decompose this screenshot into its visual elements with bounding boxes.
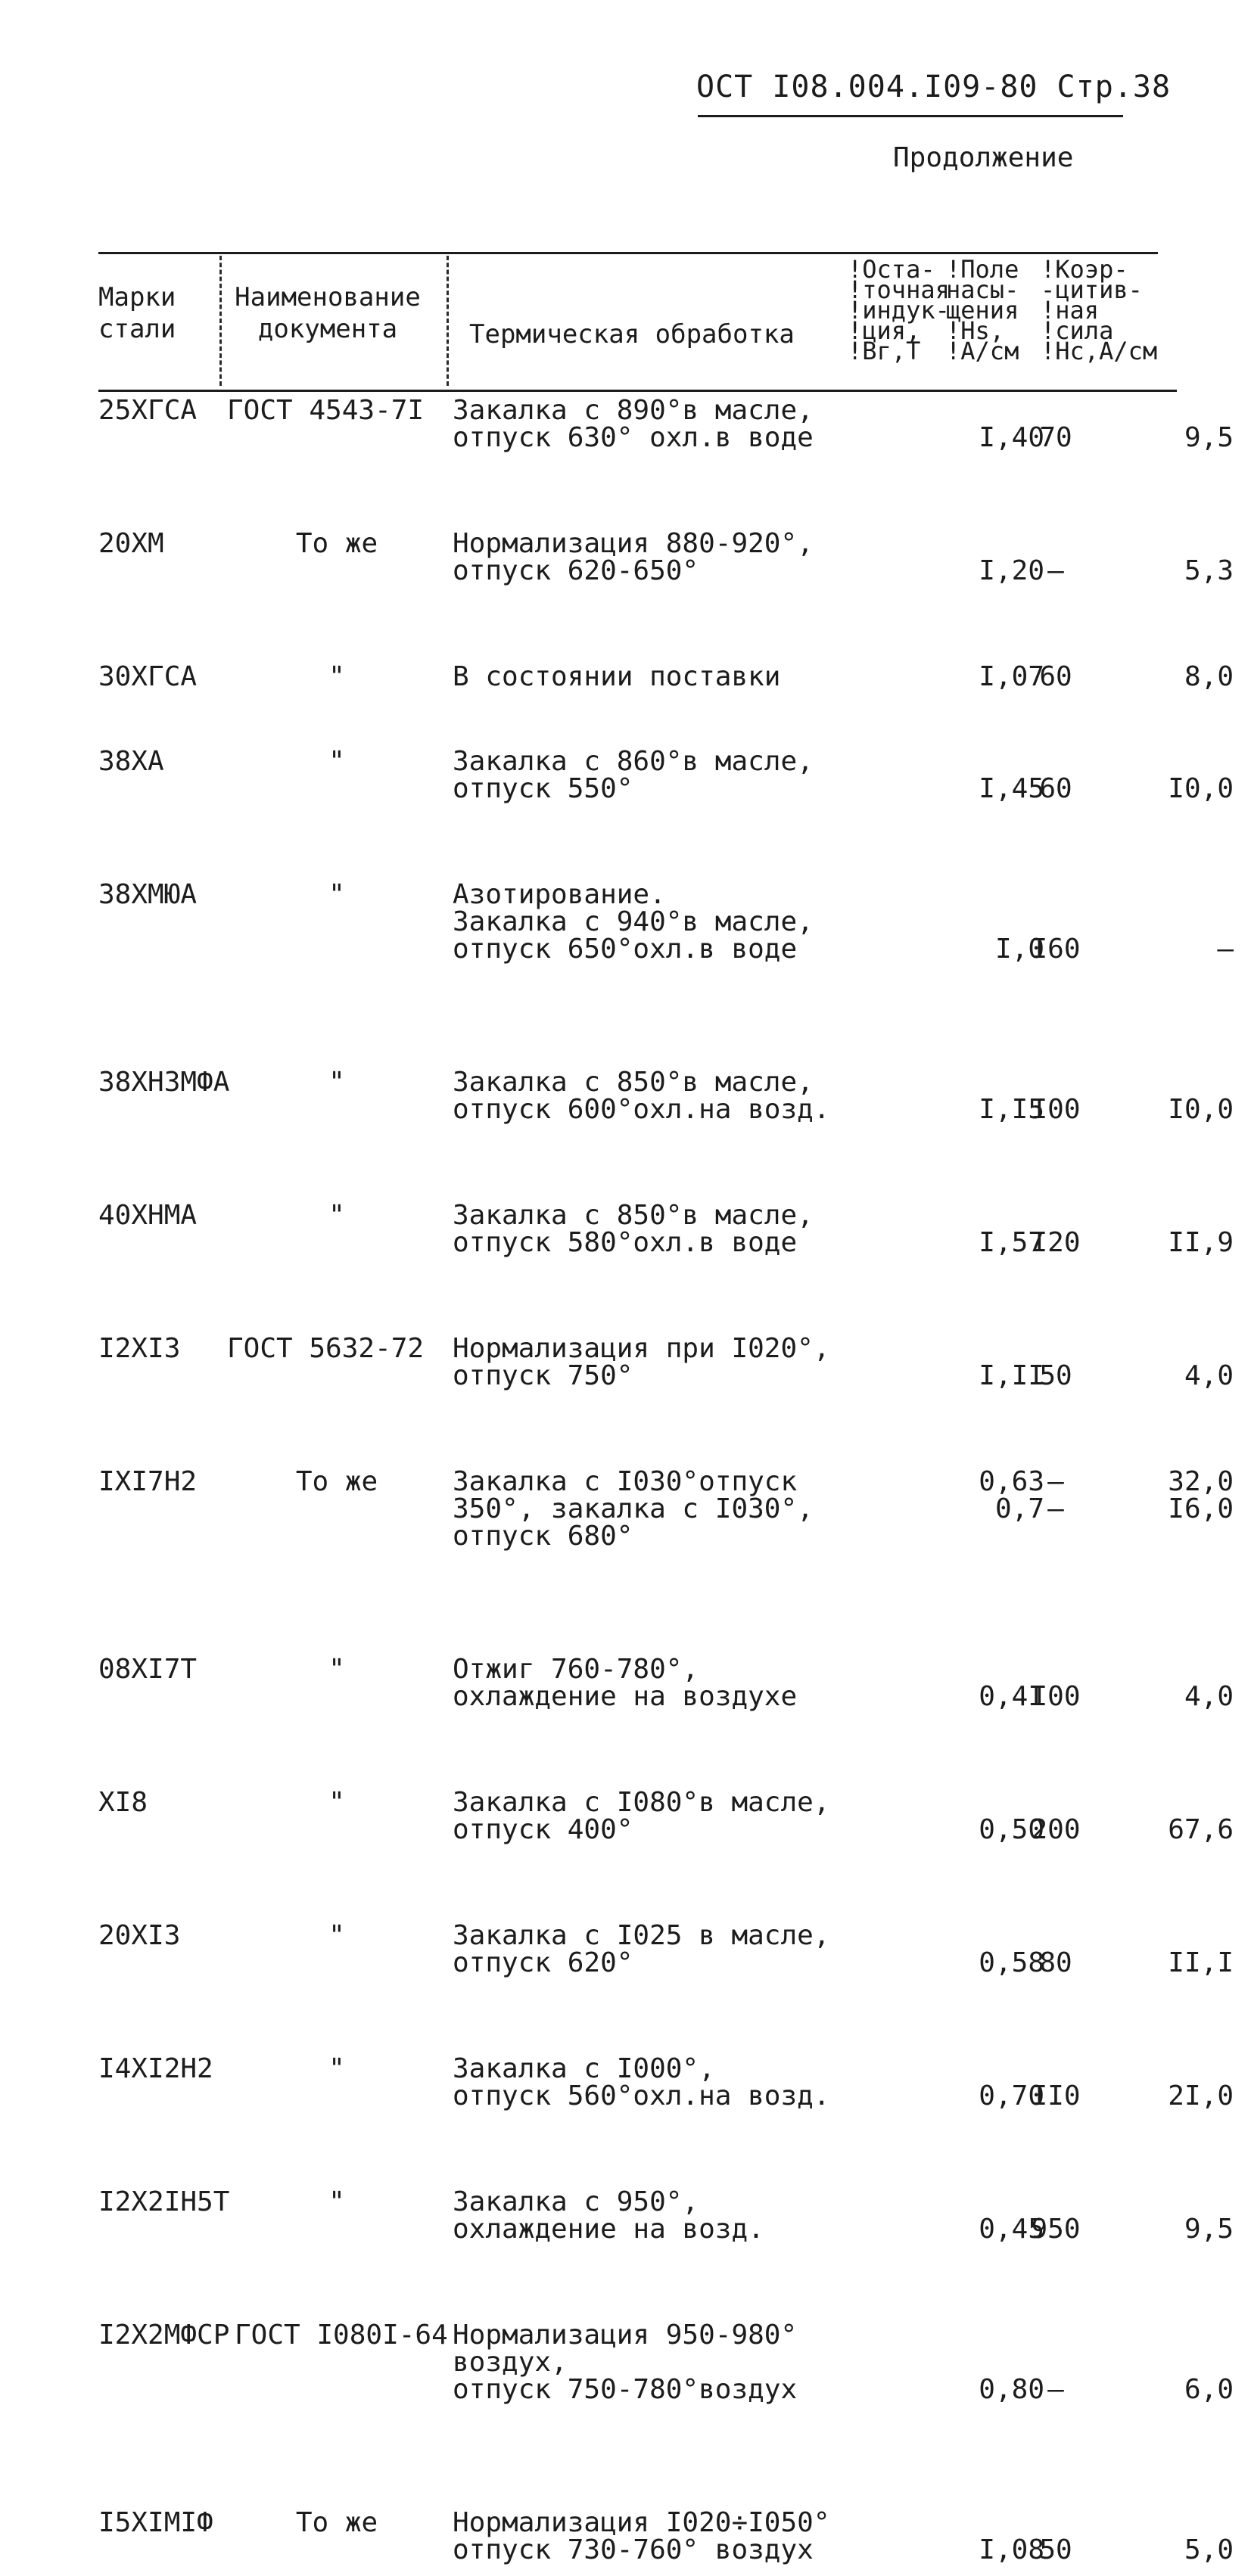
heat-treatment: Закалка с I080°в масле, отпуск 400° xyxy=(453,1787,830,1845)
table-row xyxy=(98,1200,1234,1269)
document-name: То же xyxy=(295,2507,378,2538)
document-name: ГОСТ 5632-72 xyxy=(227,1333,425,1364)
residual-induction: I,0 xyxy=(994,934,1044,965)
continuation-label: Продолжение xyxy=(893,142,1074,173)
residual-induction: 0,45 xyxy=(979,2214,1044,2245)
steel-grade: 38ХА xyxy=(98,746,164,777)
heat-treatment: В состоянии поставки xyxy=(453,661,781,692)
steel-grade: ХI8 xyxy=(98,1787,148,1818)
column-header-document: Наименование документа xyxy=(235,282,421,344)
document-name: " xyxy=(328,661,345,692)
residual-induction: 0,70 xyxy=(979,2080,1044,2111)
document-name: То же xyxy=(295,1466,378,1497)
table-row xyxy=(98,1787,1234,1856)
saturation-field: I00 xyxy=(1031,1094,1081,1125)
table-row xyxy=(98,1333,1234,1402)
column-header-grade: Марки стали xyxy=(98,282,176,344)
document-name: " xyxy=(328,1067,345,1098)
coercive-force: II,I xyxy=(1168,1947,1234,1978)
heat-treatment: Отжиг 760-780°, охлаждение на воздухе xyxy=(453,1654,798,1712)
heat-treatment: Закалка с I000°, отпуск 560°охл.на возд. xyxy=(453,2053,830,2111)
document-name: ГОСТ I080I-64 xyxy=(235,2320,448,2351)
heat-treatment: Азотирование. Закалка с 940°в масле, отпуск 650°охл.в воде xyxy=(453,879,814,965)
residual-induction: I,07 xyxy=(979,661,1044,692)
column-divider xyxy=(447,256,449,386)
heat-treatment: Закалка с 950°, охлаждение на возд. xyxy=(453,2186,764,2245)
coercive-force: 2I,0 xyxy=(1168,2080,1234,2111)
residual-induction: 0,4I xyxy=(979,1681,1044,1712)
table-row xyxy=(98,395,1234,464)
saturation-field: 80 xyxy=(1039,1947,1072,1978)
saturation-field: 50 xyxy=(1039,1360,1072,1391)
heat-treatment: Нормализация I020÷I050° отпуск 730-760° воздух xyxy=(453,2507,830,2565)
steel-grade: 08ХI7Т xyxy=(98,1654,198,1685)
steel-grade: IХI7Н2 xyxy=(98,1466,198,1497)
saturation-field: 200 xyxy=(1031,1814,1081,1845)
saturation-field: I00 xyxy=(1031,1681,1081,1712)
residual-induction: 0,63 0,7 xyxy=(979,1466,1044,1524)
document-name: " xyxy=(328,746,345,777)
coercive-force: I0,0 xyxy=(1168,1094,1234,1125)
coercive-force: II,9 xyxy=(1168,1227,1234,1258)
header-underline xyxy=(698,115,1123,117)
heat-treatment: Закалка с 850°в масле, отпуск 580°охл.в воде xyxy=(453,1200,814,1258)
column-header-coercive: !Коэр- -цитив- !ная !сила !Hc,А/см xyxy=(1041,255,1158,365)
steel-grade: I2Х2IН5Т xyxy=(98,2186,230,2217)
table-row xyxy=(98,1466,1234,1562)
steel-grade: 40ХНМА xyxy=(98,1200,198,1231)
document-name: ГОСТ 4543-7I xyxy=(227,395,425,426)
document-name: " xyxy=(328,879,345,910)
saturation-field: I20 xyxy=(1031,1227,1081,1258)
coercive-force: 8,0 xyxy=(1184,661,1234,692)
saturation-field: I60 xyxy=(1031,934,1081,965)
coercive-force: 5,0 xyxy=(1184,2534,1234,2565)
coercive-force: I0,0 xyxy=(1168,773,1234,804)
coercive-force: 4,0 xyxy=(1184,1681,1234,1712)
heat-treatment: Нормализация 880-920°, отпуск 620-650° xyxy=(453,528,814,586)
table-row xyxy=(98,746,1234,815)
heat-treatment: Закалка с I030°отпуск 350°, закалка с I030°, отпуск 680° xyxy=(453,1466,814,1552)
table-body xyxy=(98,395,1234,2565)
table-row xyxy=(98,2053,1234,2122)
column-header-induction: !Оста- !точная !индук- !ция, !Вг,Т xyxy=(848,255,950,365)
heat-treatment: Нормализация 950-980° воздух, отпуск 750-780°воздух xyxy=(453,2320,798,2405)
residual-induction: I,40 xyxy=(979,422,1044,453)
table-row xyxy=(98,1067,1234,1136)
heat-treatment: Закалка с I025 в масле, отпуск 620° xyxy=(453,1920,830,1978)
steel-grade: 30ХГСА xyxy=(98,661,198,692)
heat-treatment: Закалка с 860°в масле, отпуск 550° xyxy=(453,746,814,804)
table-row xyxy=(98,2320,1234,2416)
residual-induction: I,57 xyxy=(979,1227,1044,1258)
saturation-field: – xyxy=(1047,555,1064,586)
document-name: " xyxy=(328,2053,345,2084)
heat-treatment: Закалка с 890°в масле, отпуск 630° охл.в воде xyxy=(453,395,814,453)
steel-grade: I4ХI2Н2 xyxy=(98,2053,213,2084)
coercive-force: – xyxy=(1217,934,1234,965)
saturation-field: 70 xyxy=(1039,422,1072,453)
coercive-force: 4,0 xyxy=(1184,1360,1234,1391)
document-name: То же xyxy=(295,528,378,559)
residual-induction: I,I5 xyxy=(979,1094,1044,1125)
steel-grade: 20ХI3 xyxy=(98,1920,181,1951)
column-header-field: !Поле насы- щения !Hs, !А/см xyxy=(946,255,1019,365)
residual-induction: 0,80 xyxy=(979,2374,1044,2405)
table-top-rule xyxy=(98,252,1158,254)
steel-grade: 38ХМЮА xyxy=(98,879,198,910)
table-header-rule xyxy=(98,390,1177,392)
steel-grade: 20ХМ xyxy=(98,528,164,559)
saturation-field: II0 xyxy=(1031,2080,1081,2111)
document-name: " xyxy=(328,1787,345,1818)
residual-induction: 0,58 xyxy=(979,1947,1044,1978)
document-name: " xyxy=(328,1654,345,1685)
steel-grade: 25ХГСА xyxy=(98,395,198,426)
document-name: " xyxy=(328,2186,345,2217)
coercive-force: 32,0 I6,0 xyxy=(1168,1466,1234,1524)
coercive-force: 5,3 xyxy=(1184,555,1234,586)
table-row xyxy=(98,661,1234,706)
saturation-field: 60 xyxy=(1039,661,1072,692)
table-row xyxy=(98,528,1234,597)
coercive-force: 9,5 xyxy=(1184,422,1234,453)
column-header-treatment: Термическая обработка xyxy=(469,319,795,350)
column-divider xyxy=(219,256,222,386)
document-name: " xyxy=(328,1200,345,1231)
coercive-force: 6,0 xyxy=(1184,2374,1234,2405)
table-row xyxy=(98,2186,1234,2255)
steel-grade: I2ХI3 xyxy=(98,1333,181,1364)
residual-induction: I,45 xyxy=(979,773,1044,804)
heat-treatment: Закалка с 850°в масле, отпуск 600°охл.на возд. xyxy=(453,1067,830,1125)
table-row xyxy=(98,2507,1234,2576)
saturation-field: 60 xyxy=(1039,773,1072,804)
coercive-force: 67,6 xyxy=(1168,1814,1234,1845)
residual-induction: I,20 xyxy=(979,555,1044,586)
saturation-field: – xyxy=(1047,2374,1064,2405)
document-name: " xyxy=(328,1920,345,1951)
saturation-field: 950 xyxy=(1031,2214,1081,2245)
steel-grade: I5ХIМIФ xyxy=(98,2507,213,2538)
saturation-field: – – xyxy=(1047,1466,1064,1524)
residual-induction: 0,50 xyxy=(979,1814,1044,1845)
residual-induction: I,II xyxy=(979,1360,1044,1391)
coercive-force: 9,5 xyxy=(1184,2214,1234,2245)
table-row xyxy=(98,1654,1234,1723)
table-row xyxy=(98,879,1234,975)
steel-grade: 38ХН3МФА xyxy=(98,1067,230,1098)
residual-induction: I,08 xyxy=(979,2534,1044,2565)
heat-treatment: Нормализация при I020°, отпуск 750° xyxy=(453,1333,830,1391)
steel-grade: I2Х2МФСР xyxy=(98,2320,230,2351)
table-row xyxy=(98,1920,1234,1989)
document-reference: ОСТ I08.004.I09-80 Стр.38 xyxy=(696,70,1172,104)
saturation-field: 50 xyxy=(1039,2534,1072,2565)
